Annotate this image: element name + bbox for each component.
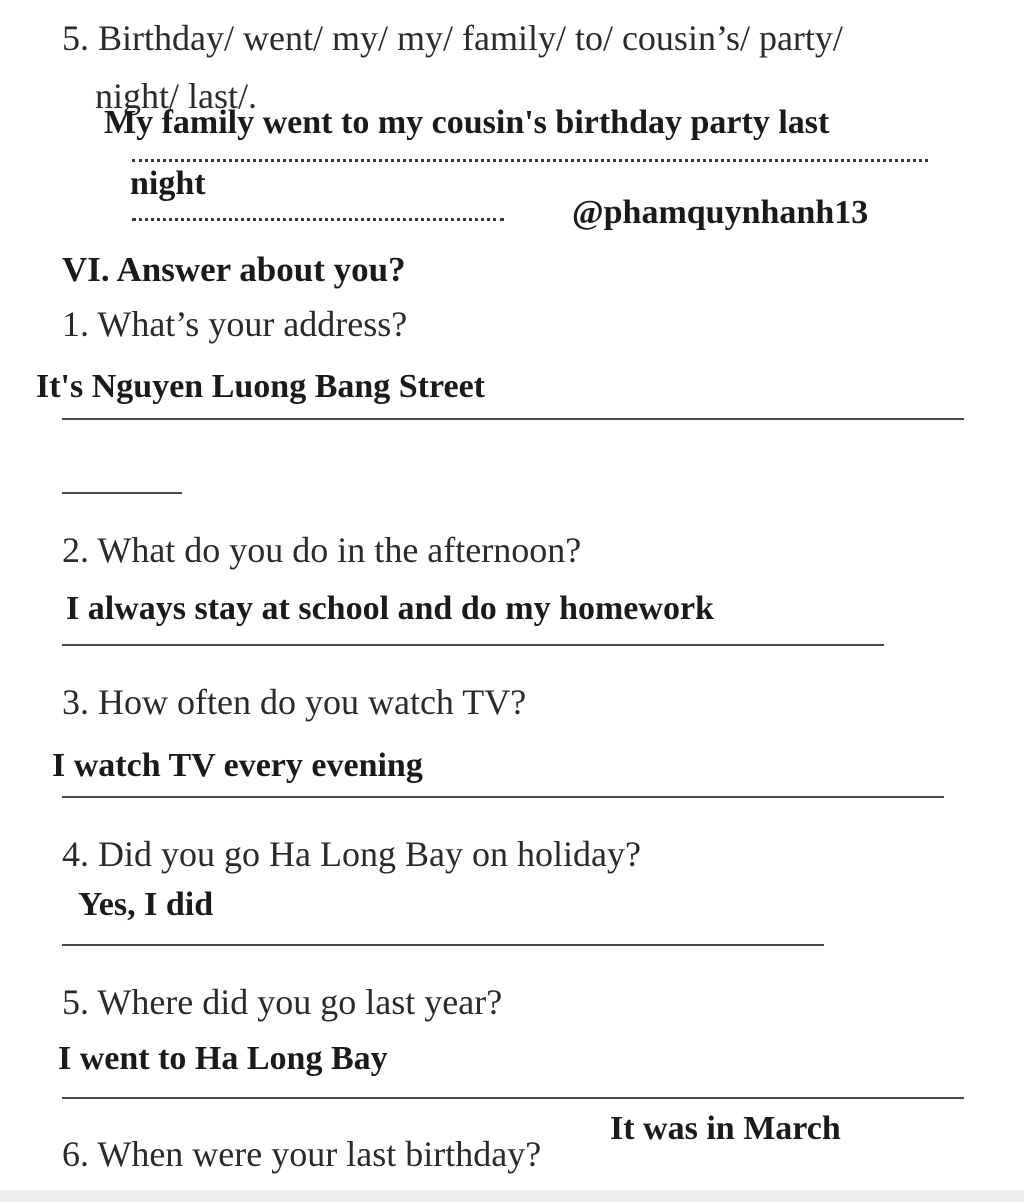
answer-4: Yes, I did bbox=[78, 886, 214, 923]
answer-3-line bbox=[62, 796, 944, 798]
question-6: 6. When were your last birthday? bbox=[62, 1134, 542, 1174]
question-2: 2. What do you do in the afternoon? bbox=[62, 530, 582, 570]
reorder-question-line1: 5. Birthday/ went/ my/ my/ family/ to/ cousin’s/ party/ bbox=[62, 18, 843, 58]
reorder-answer-line2: night bbox=[130, 165, 206, 202]
answer-5: I went to Ha Long Bay bbox=[58, 1040, 388, 1077]
answer-3: I watch TV every evening bbox=[52, 747, 423, 784]
section-heading: VI. Answer about you? bbox=[62, 250, 406, 289]
answer-4-line bbox=[62, 944, 824, 946]
reorder-answer-line1: My family went to my cousin's birthday party last bbox=[104, 104, 830, 141]
answer-5-line bbox=[62, 1097, 964, 1099]
answer-1-line bbox=[62, 418, 964, 420]
answer-6: It was in March bbox=[610, 1110, 841, 1147]
answer-2-line bbox=[62, 644, 884, 646]
question-5: 5. Where did you go last year? bbox=[62, 982, 503, 1022]
answer-1-extra-line bbox=[62, 492, 182, 494]
question-3: 3. How often do you watch TV? bbox=[62, 682, 527, 722]
answer-dotted-line-1 bbox=[132, 159, 928, 162]
answer-1: It's Nguyen Luong Bang Street bbox=[36, 368, 485, 405]
author-credit: @phamquynhanh13 bbox=[572, 194, 869, 231]
answer-dotted-line-2 bbox=[132, 218, 504, 221]
question-1: 1. What’s your address? bbox=[62, 304, 408, 344]
question-4: 4. Did you go Ha Long Bay on holiday? bbox=[62, 834, 641, 874]
page-bottom-edge bbox=[0, 1190, 1024, 1202]
answer-2: I always stay at school and do my homework bbox=[66, 590, 714, 627]
reorder-question-line2: night/ last/. bbox=[95, 76, 257, 116]
